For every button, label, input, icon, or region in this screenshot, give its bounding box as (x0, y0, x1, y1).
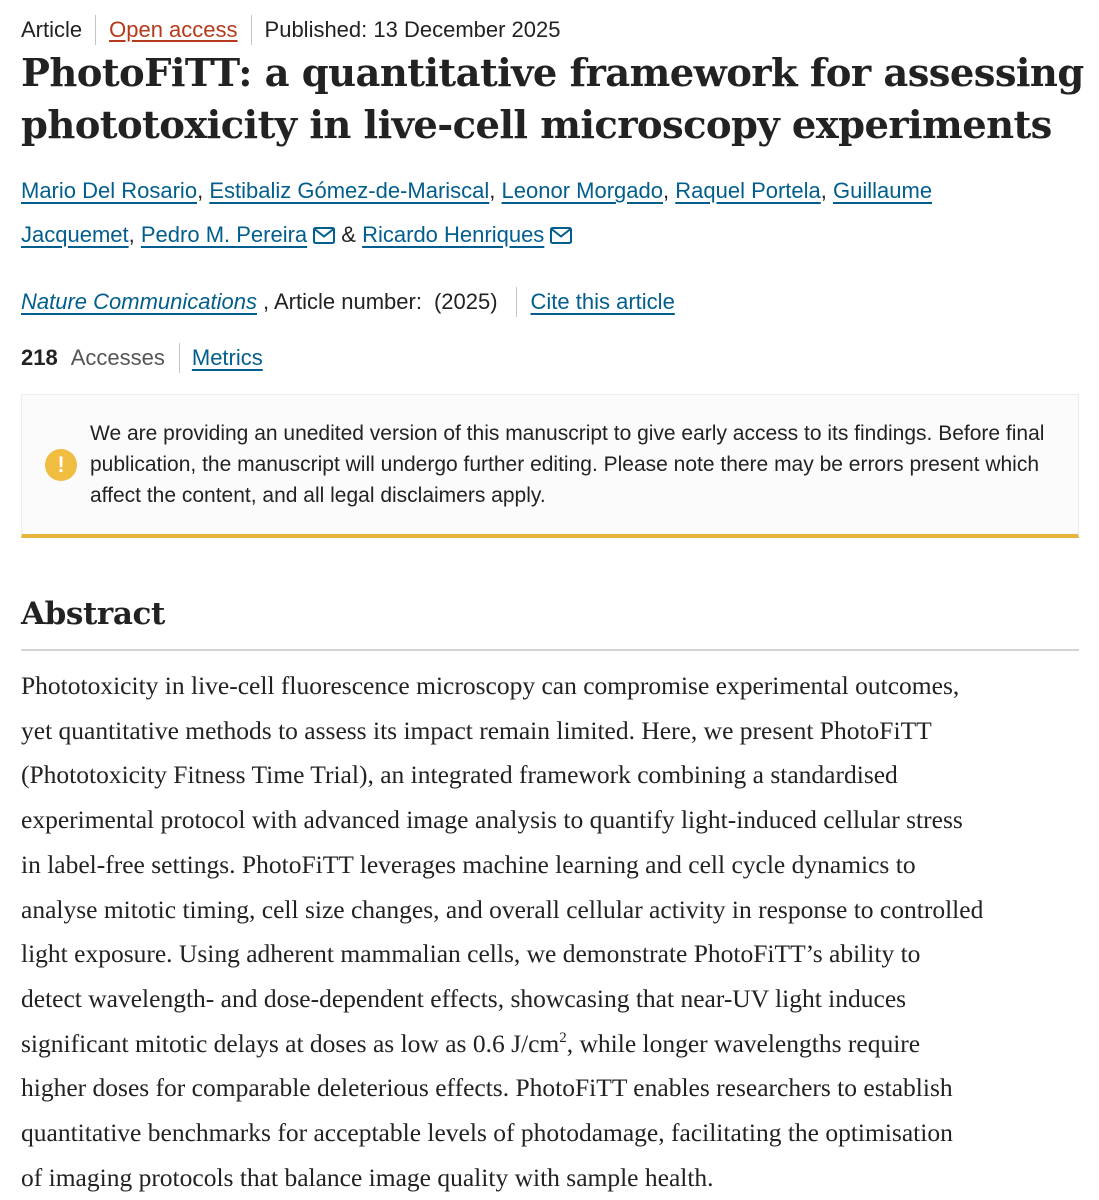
article-meta (21, 14, 561, 46)
abstract-line: light exposure. Using adherent mammalian cells, we demonstrate PhotoFiTT’s ability to (21, 939, 921, 969)
author-link[interactable]: Ricardo Henriques (362, 222, 545, 247)
divider (251, 15, 252, 45)
journal-info (21, 286, 675, 318)
exclamation-icon: ! (45, 449, 77, 481)
envelope-icon[interactable] (313, 227, 335, 244)
divider (179, 343, 180, 373)
author-link[interactable]: Raquel Portela (675, 178, 821, 203)
abstract-line: significant mitotic delays at doses as low as 0.6 $J/cm^2$, while longer wavelengths require (21, 1028, 921, 1058)
access-count: 218 (21, 345, 58, 370)
author-list: Mario Del Rosario, Estibaliz Gómez-de-Mariscal, Leonor Morgado, Raquel Portela, Guillaume (21, 178, 933, 203)
envelope-icon[interactable] (550, 227, 572, 244)
journal-link[interactable]: Nature Communications (21, 289, 257, 314)
open-access-link[interactable]: Open access (109, 17, 238, 42)
cite-article-link[interactable]: Cite this article (530, 289, 675, 314)
author-list-continued: Jacquemet, Pedro M. Pereira & Ricardo Henriques (21, 222, 572, 248)
section-divider (21, 649, 1079, 651)
author-link[interactable]: Estibaliz Gómez-de-Mariscal (209, 178, 490, 203)
title-line: PhotoFiTT: a quantitative framework for assessing (21, 51, 1084, 96)
title-line: phototoxicity in live-cell microscopy experiments (21, 103, 1052, 148)
metrics-link[interactable]: Metrics (191, 345, 263, 370)
article-title (21, 48, 1084, 152)
abstract-line: experimental protocol with advanced image analysis to quantify light-induced cellular stress (21, 805, 963, 835)
author-link[interactable]: Pedro M. Pereira (140, 222, 308, 247)
article-year: (2025) (433, 289, 498, 314)
abstract-line: yet quantitative methods to assess its impact remain limited. Here, we present PhotoFiTT (21, 715, 932, 745)
superscript: 2 (559, 1029, 567, 1046)
abstract-line: (Phototoxicity Fitness Time Trial), an integrated framework combining a standardised (21, 760, 898, 790)
abstract-line: Phototoxicity in live-cell fluorescence microscopy can compromise experimental outcomes, (21, 671, 960, 700)
abstract-line: higher doses for comparable deleterious effects. PhotoFiTT enables researchers to establish (21, 1073, 953, 1103)
author-link[interactable]: Mario Del Rosario (21, 178, 198, 203)
abstract-heading: Abstract (21, 596, 165, 632)
abstract-line: detect wavelength- and dose-dependent effects, showcasing that near-UV light induces (21, 983, 907, 1013)
early-access-notice (21, 394, 1079, 538)
abstract-text (21, 664, 1087, 1200)
metrics-bar (21, 342, 263, 374)
author-link[interactable]: Guillaume (833, 178, 933, 203)
divider (95, 15, 96, 45)
abstract-line: quantitative benchmarks for acceptable levels of photodamage, facilitating the optimisation (21, 1118, 953, 1148)
published-date: Published: 13 December 2025 (264, 17, 561, 42)
article-type: Article (21, 17, 83, 42)
article-number-label: , Article number: (262, 289, 422, 314)
author-link[interactable]: Leonor Morgado (501, 178, 663, 203)
divider (516, 287, 517, 317)
abstract-line: of imaging protocols that balance image quality with sample health. (21, 1162, 714, 1192)
author-link[interactable]: Jacquemet (21, 222, 129, 247)
access-label: Accesses (70, 345, 165, 370)
notice-text: We are providing an unedited version of this manuscript to give early access to its findings. Before final publication, the manuscript will undergo further editing. Please note there may be errors present which affect the content, and all legal disclaimers apply. (90, 422, 1045, 507)
abstract-line: in label-free settings. PhotoFiTT leverages machine learning and cell cycle dynamics to (21, 849, 916, 879)
abstract-line: analyse mitotic timing, cell size changes, and overall cellular activity in response to controlled (21, 894, 984, 924)
